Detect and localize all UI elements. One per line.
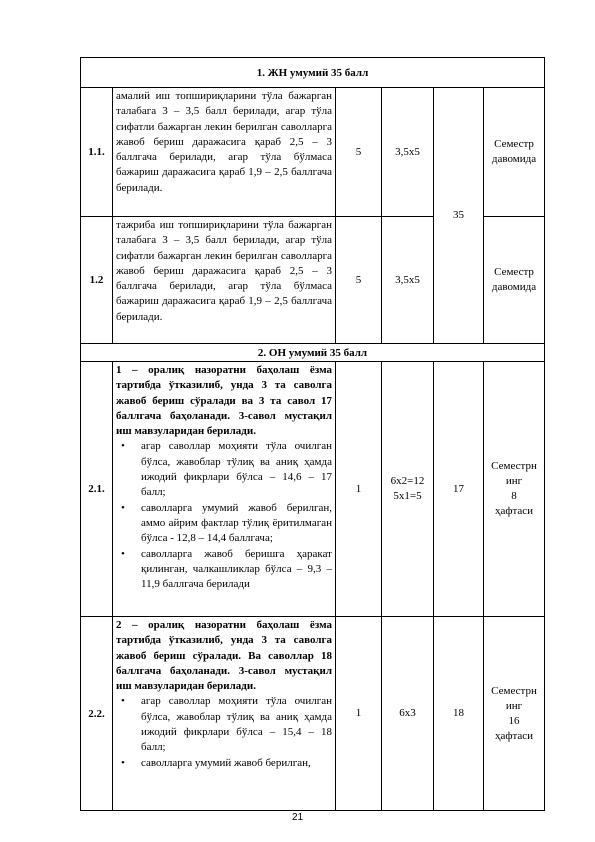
row-description — [113, 617, 336, 811]
list-item — [116, 439, 332, 500]
row-description: тажриба иш топшириқларини тўла бажарган талабага 3 – 3,5 балл берилади, агар тўла сифатли бажарган лекин берилган саволларга жавоб бериш даражасига қараб 2,5 – 3 баллгача берилади, агар тўла бўлмаса бажариш даражасига қараб 1,9 – 2,5 баллгача берилади. — [113, 217, 336, 344]
term-line: ҳафтаси — [494, 729, 534, 742]
term-line: 8 — [511, 490, 517, 502]
table-row — [81, 362, 545, 617]
term-line: 16 — [508, 714, 520, 727]
list-item-text: саволларга жавоб беришга ҳаракат қилинган, чалкашликлар бўлса – 9,3 – 11,9 баллгача берилади — [141, 547, 332, 591]
score-line: 6х2=12 — [390, 475, 425, 487]
row-total: 17 — [434, 362, 484, 617]
section-title: 2. ОН умумий 35 балл — [81, 344, 545, 362]
grading-table — [80, 57, 545, 811]
section-title: 1. ЖН умумий 35 балл — [81, 58, 545, 88]
page-number: 21 — [291, 812, 304, 823]
list-item — [116, 547, 332, 593]
list-item — [116, 756, 332, 771]
section-total: 35 — [434, 88, 484, 344]
term-line: давомида — [491, 281, 537, 293]
term-line: Семестр — [494, 266, 534, 278]
row-score: 3,5х5 — [382, 217, 434, 344]
row-term — [484, 217, 545, 344]
term-line: Семестр — [494, 138, 534, 150]
row-score: 6х3 — [382, 617, 434, 811]
list-item-text: саволларга умумий жавоб берилган, аммо айрим фактлар тўлиқ ёритилмаган бўлса - 12,8 – 14,4 баллгача; — [141, 501, 332, 545]
term-line: Семестрн — [491, 460, 537, 472]
bullet-icon: • — [121, 501, 125, 514]
term-line: инг — [505, 475, 523, 487]
bullet-icon: • — [121, 756, 125, 769]
list-item-text: агар саволлар моҳияти тўла очилган бўлса, жавоблар тўлиқ ва аниқ ҳамда ижодий фикрлари бўлса – 14,6 – 17 балл; — [141, 440, 332, 499]
row-number: 1.1. — [81, 88, 113, 217]
section-header-row — [81, 58, 545, 88]
bullet-icon: • — [121, 695, 125, 708]
row-count: 1 — [336, 362, 382, 617]
row-term — [484, 88, 545, 217]
row-lead-text: 1 – оралиқ назоратни баҳолаш ёзма тартибда ўтказилиб, унда 3 та саволга жавоб бериш сўралади ва 3 та савол 17 баллгача баҳоланади. 3-савол мустақил иш мавзуларидан берилади. — [116, 364, 332, 438]
list-item — [116, 694, 332, 755]
bullet-icon: • — [121, 547, 125, 560]
term-line: инг — [505, 699, 523, 712]
row-number: 1.2 — [81, 217, 113, 344]
table-row — [81, 88, 545, 217]
bullet-icon: • — [121, 440, 125, 453]
row-count: 1 — [336, 617, 382, 811]
row-term — [484, 362, 545, 617]
term-line: Семестрн — [491, 684, 537, 697]
score-line: 5х1=5 — [393, 490, 422, 502]
row-score: 3,5х5 — [382, 88, 434, 217]
row-total: 18 — [434, 617, 484, 811]
row-lead-text: 2 – оралиқ назоратни баҳолаш ёзма тартибда ўтказилиб, унда 3 та саволга жавоб бериш сўралади. Ва саволлар 18 баллгача баҳоланади. 3-савол мустақил иш мавзуларидан берилади. — [116, 619, 332, 693]
row-count: 5 — [336, 88, 382, 217]
table-row — [81, 617, 545, 811]
term-line: давомида — [491, 153, 537, 165]
row-number: 2.2. — [81, 617, 113, 811]
bullet-list — [116, 439, 332, 592]
term-line: ҳафтаси — [494, 505, 534, 517]
list-item-text: агар саволлар моҳияти тўла очилган бўлса, жавоблар тўлиқ ва аниқ ҳамда ижодий фикрлари бўлса – 15,4 – 18 балл; — [141, 695, 332, 754]
row-number: 2.1. — [81, 362, 113, 617]
bullet-list — [116, 694, 332, 770]
row-description — [113, 362, 336, 617]
row-count: 5 — [336, 217, 382, 344]
row-score — [382, 362, 434, 617]
list-item-text: саволларга умумий жавоб берилган, — [141, 756, 311, 769]
section-header-row — [81, 344, 545, 362]
row-description: амалий иш топшириқларини тўла бажарган талабага 3 – 3,5 балл берилади, агар тўла сифатли бажарган лекин берилган саволларга жавоб бериш даражасига қараб 2,5 – 3 баллгача берилади, агар тўла бўлмаса бажариш даражасига қараб 1,9 – 2,5 баллгача берилади. — [113, 88, 336, 217]
list-item — [116, 501, 332, 547]
row-term — [484, 617, 545, 811]
